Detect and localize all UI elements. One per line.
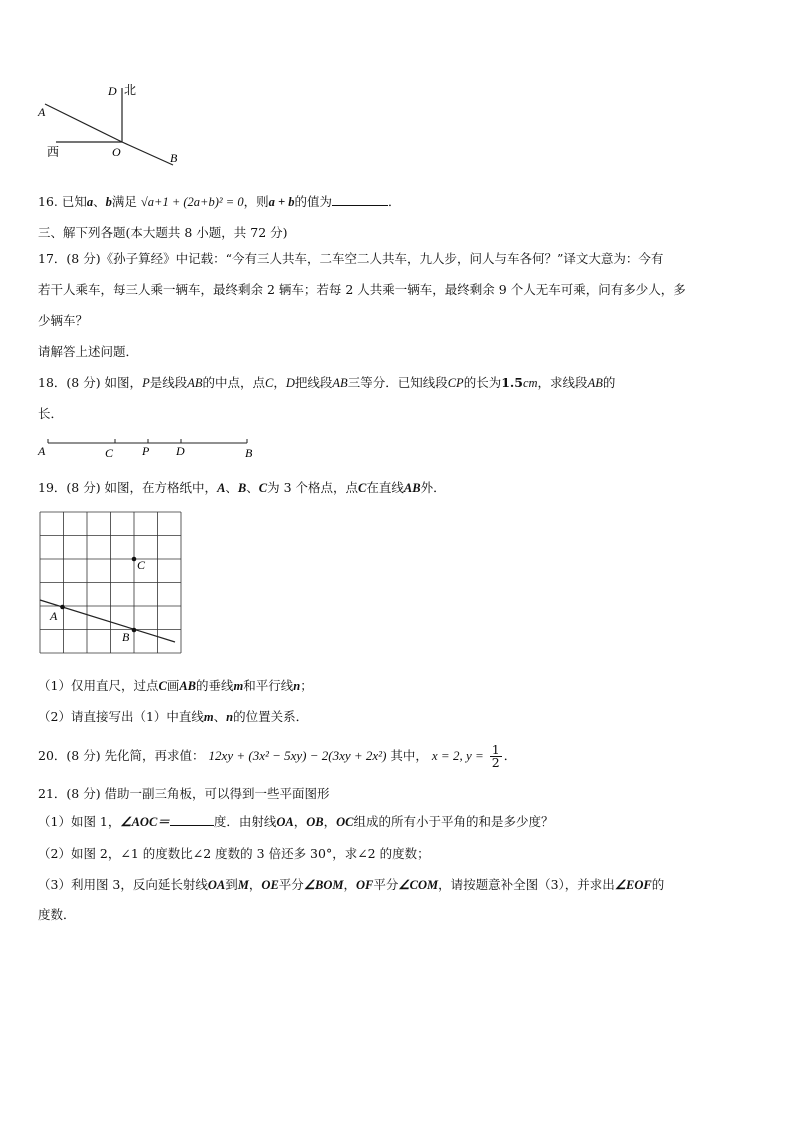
label-d: D [108, 84, 117, 98]
label-a: A [38, 105, 46, 119]
q20-line: 20．(8 分) 先化简，再求值： 12xy + (3x² − 5xy) − 2(3xy + 2x²) 其中， x = 2, y = $\frac{1}{2}$ ． [38, 742, 517, 770]
seg-label-a: A [38, 444, 46, 458]
label-b: B [170, 151, 178, 165]
label-north: 北 [124, 83, 137, 97]
point-c [132, 557, 137, 562]
q17-line2: 若干人乘车，每三人乘一辆车，最终剩余 2 辆车；若每 2 人共乘一辆车，最终剩余 9 个人无车可乘，问有多少人，多 [38, 282, 686, 297]
q21-sub2: （2）如图 2，∠1 的度数比∠2 度数的 3 倍还多 30°，求∠2 的度数； [38, 846, 430, 861]
compass-figure [30, 80, 190, 170]
q21-sub1: （1）如图 1，∠AOC＝ 度．由射线OA，OB，OC组成的所有小于平角的和是多少度？ [38, 814, 554, 829]
grid-figure [36, 510, 184, 660]
answer-blank [332, 193, 388, 206]
q19-sub1: （1）仅用直尺，过点C画AB的垂线m和平行线n； [38, 678, 313, 693]
grid-label-c: C [137, 558, 146, 572]
seg-label-c: C [105, 446, 114, 460]
fraction-half: $\frac{1}{2}$ [491, 742, 500, 770]
ray-oa [45, 104, 122, 142]
q18-line1: 18．(8 分) 如图，P是线段AB的中点，点C，D把线段AB三等分．已知线段CP的长为1.5cm，求线段AB的 [38, 375, 616, 390]
q18-line2: 长． [38, 406, 64, 421]
q19-line1: 19．(8 分) 如图，在方格纸中，A、B、C为 3 个格点，点C在直线AB外． [38, 480, 446, 495]
label-west: 西 [47, 145, 60, 159]
grid-label-a: A [50, 609, 58, 623]
q16-expression: √a+1 + (2a+b)² = 0 [140, 195, 244, 209]
grid-label-b: B [122, 630, 130, 644]
q21-sub3-line2: 度数． [38, 907, 76, 922]
label-o: O [112, 145, 121, 159]
seg-label-p: P [142, 444, 150, 458]
answer-blank [170, 813, 214, 826]
q21-sub3: （3）利用图 3，反向延长射线OA到M，OE平分∠BOM，OF平分∠COM，请按题意补全图（3），并求出∠EOF的 [38, 877, 665, 892]
q21-line: 21．(8 分) 借助一副三角板，可以得到一些平面图形 [38, 786, 330, 801]
segment-figure [35, 434, 260, 460]
section-heading: 三、解下列各题(本大题共 8 小题，共 72 分) [38, 225, 288, 240]
q16-line: 16. 已知a、b满足 √a+1 + (2a+b)² = 0，则a + b的值为 ． [38, 194, 401, 209]
ray-ob [122, 142, 173, 165]
q19-sub2: （2）请直接写出（1）中直线m、n的位置关系． [38, 709, 309, 724]
seg-label-b: B [245, 446, 253, 460]
q17-line3: 少辆车？ [38, 313, 89, 328]
seg-label-d: D [176, 444, 185, 458]
point-b [132, 628, 137, 633]
q20-expression: 12xy + (3x² − 5xy) − 2(3xy + 2x²) [208, 748, 387, 763]
point-a [60, 605, 65, 610]
q17-line4: 请解答上述问题． [38, 344, 139, 359]
q17-line1: 17．(8 分)《孙子算经》中记载：“今有三人共车，二车空二人共车，九人步，问人与车各何？”译文大意为：今有 [38, 251, 664, 266]
